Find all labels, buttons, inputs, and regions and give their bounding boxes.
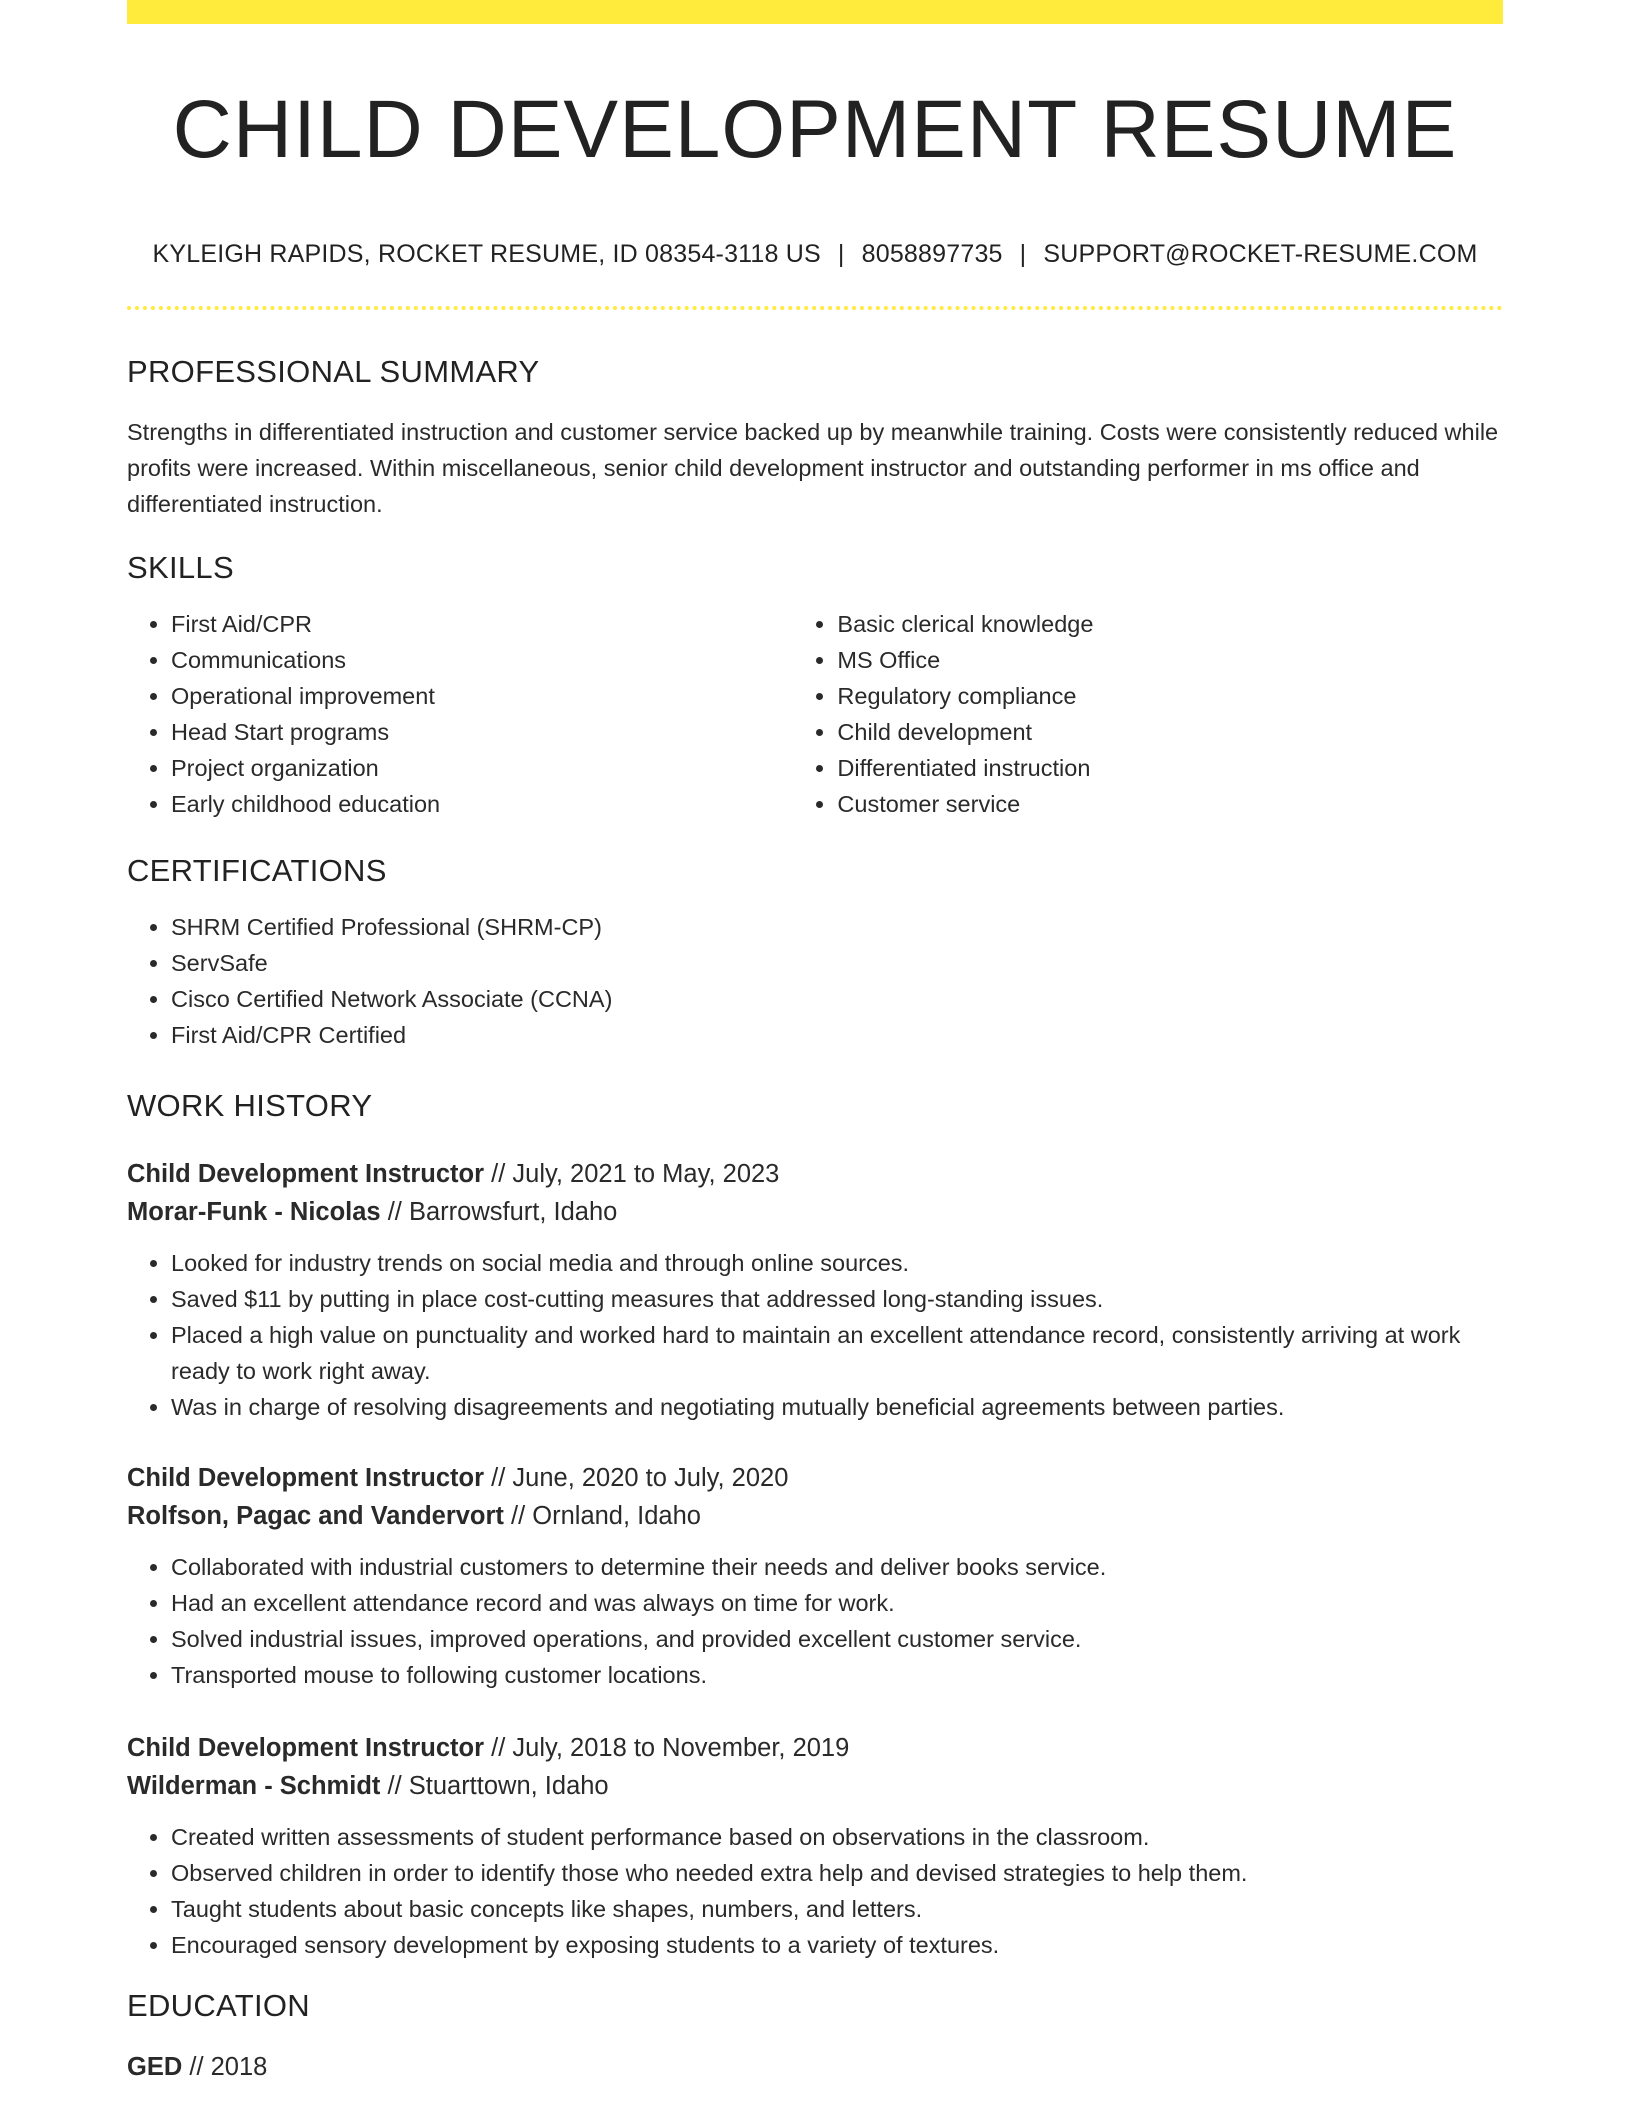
job-entry	[127, 1729, 1503, 1963]
job-dates: // July, 2021 to May, 2023	[491, 1160, 780, 1188]
job-company-line	[127, 1767, 1503, 1805]
section-heading-certifications: CERTIFICATIONS	[127, 853, 387, 888]
certification-item: • Cisco Certified Network Associate (CCNA)	[171, 981, 1503, 1017]
job-bullet: • Encouraged sensory development by exposing students to a variety of textures.	[171, 1927, 1503, 1963]
education-year: // 2018	[189, 2053, 268, 2081]
job-bullet: • Taught students about basic concepts like shapes, numbers, and letters.	[171, 1891, 1503, 1927]
job-bullet: • Had an excellent attendance record and was always on time for work.	[171, 1585, 1503, 1621]
work-history-section	[127, 1086, 1503, 1126]
contact-address: KYLEIGH RAPIDS, ROCKET RESUME, ID 08354-3118 US	[152, 240, 821, 268]
job-bullet-list	[127, 1549, 1503, 1693]
job-bullet: • Was in charge of resolving disagreements and negotiating mutually beneficial agreements between parties.	[171, 1389, 1503, 1425]
resume-title: CHILD DEVELOPMENT RESUME	[172, 84, 1458, 175]
certification-item: • SHRM Certified Professional (SHRM-CP)	[171, 909, 1503, 945]
section-heading-work-history: WORK HISTORY	[127, 1088, 373, 1123]
job-title: Child Development Instructor	[127, 1464, 485, 1492]
job-location: // Barrowsfurt, Idaho	[387, 1198, 618, 1226]
job-dates: // June, 2020 to July, 2020	[491, 1464, 789, 1492]
accent-top-bar	[127, 0, 1503, 24]
education-degree: GED	[127, 2053, 183, 2081]
resume-page	[127, 0, 1503, 2081]
job-entry	[127, 1155, 1503, 1425]
skills-section	[127, 548, 1503, 822]
job-company: Rolfson, Pagac and Vandervort	[127, 1502, 504, 1530]
contact-separator: |	[1019, 240, 1027, 268]
skill-item: • Differentiated instruction	[837, 750, 1503, 786]
job-company-line	[127, 1193, 1503, 1231]
job-title-line	[127, 1459, 1503, 1497]
skills-list-right	[793, 606, 1503, 822]
education-section	[127, 1986, 1503, 2086]
summary-text: Strengths in differentiated instruction and customer service backed up by meanwhile training. Costs were consistently reduced while profits were increased. Within miscellaneous, senior child development instructor and outstanding performer in ms office and differentiated instruction.	[127, 419, 1499, 517]
job-title-line	[127, 1155, 1503, 1193]
job-bullet: • Looked for industry trends on social media and through online sources.	[171, 1245, 1503, 1281]
section-heading-summary: PROFESSIONAL SUMMARY	[127, 354, 540, 389]
skill-item: • Basic clerical knowledge	[837, 606, 1503, 642]
contact-email: SUPPORT@ROCKET-RESUME.COM	[1043, 240, 1478, 268]
skill-item: • Operational improvement	[171, 678, 793, 714]
skill-item: • Regulatory compliance	[837, 678, 1503, 714]
job-entry	[127, 1459, 1503, 1693]
certifications-section	[127, 851, 1503, 1053]
skills-list-left	[127, 606, 793, 822]
section-heading-skills: SKILLS	[127, 550, 234, 585]
contact-line	[127, 236, 1503, 272]
job-bullet: • Created written assessments of student performance based on observations in the classroom.	[171, 1819, 1503, 1855]
job-location: // Stuarttown, Idaho	[387, 1772, 609, 1800]
job-company: Wilderman - Schmidt	[127, 1772, 381, 1800]
skills-columns	[127, 606, 1503, 822]
skill-item: • MS Office	[837, 642, 1503, 678]
skill-item: • Communications	[171, 642, 793, 678]
job-bullet: • Transported mouse to following customer locations.	[171, 1657, 1503, 1693]
summary-section	[127, 352, 1503, 522]
skill-item: • First Aid/CPR	[171, 606, 793, 642]
education-entry	[127, 2048, 1503, 2086]
job-bullet-list	[127, 1245, 1503, 1425]
section-heading-education: EDUCATION	[127, 1988, 310, 2023]
certification-item: • ServSafe	[171, 945, 1503, 981]
contact-separator: |	[837, 240, 845, 268]
job-bullet: • Saved $11 by putting in place cost-cutting measures that addressed long-standing issues.	[171, 1281, 1503, 1317]
contact-phone: 8058897735	[861, 240, 1003, 268]
skill-item: • Early childhood education	[171, 786, 793, 822]
job-bullet: • Collaborated with industrial customers to determine their needs and deliver books service.	[171, 1549, 1503, 1585]
job-title: Child Development Instructor	[127, 1734, 485, 1762]
job-bullet-list	[127, 1819, 1503, 1963]
job-company-line	[127, 1497, 1503, 1535]
certifications-list	[127, 909, 1503, 1053]
job-bullet: • Placed a high value on punctuality and worked hard to maintain an excellent attendance record, consistently arriving at work ready to work right away.	[171, 1317, 1503, 1389]
job-bullet: • Solved industrial issues, improved operations, and provided excellent customer service.	[171, 1621, 1503, 1657]
skill-item: • Customer service	[837, 786, 1503, 822]
job-dates: // July, 2018 to November, 2019	[491, 1734, 850, 1762]
skill-item: • Head Start programs	[171, 714, 793, 750]
job-location: // Ornland, Idaho	[511, 1502, 701, 1530]
job-company: Morar-Funk - Nicolas	[127, 1198, 381, 1226]
job-title-line	[127, 1729, 1503, 1767]
job-title: Child Development Instructor	[127, 1160, 485, 1188]
dotted-divider	[127, 306, 1503, 310]
skill-item: • Child development	[837, 714, 1503, 750]
job-bullet: • Observed children in order to identify those who needed extra help and devised strategies to help them.	[171, 1855, 1503, 1891]
skill-item: • Project organization	[171, 750, 793, 786]
certification-item: • First Aid/CPR Certified	[171, 1017, 1503, 1053]
